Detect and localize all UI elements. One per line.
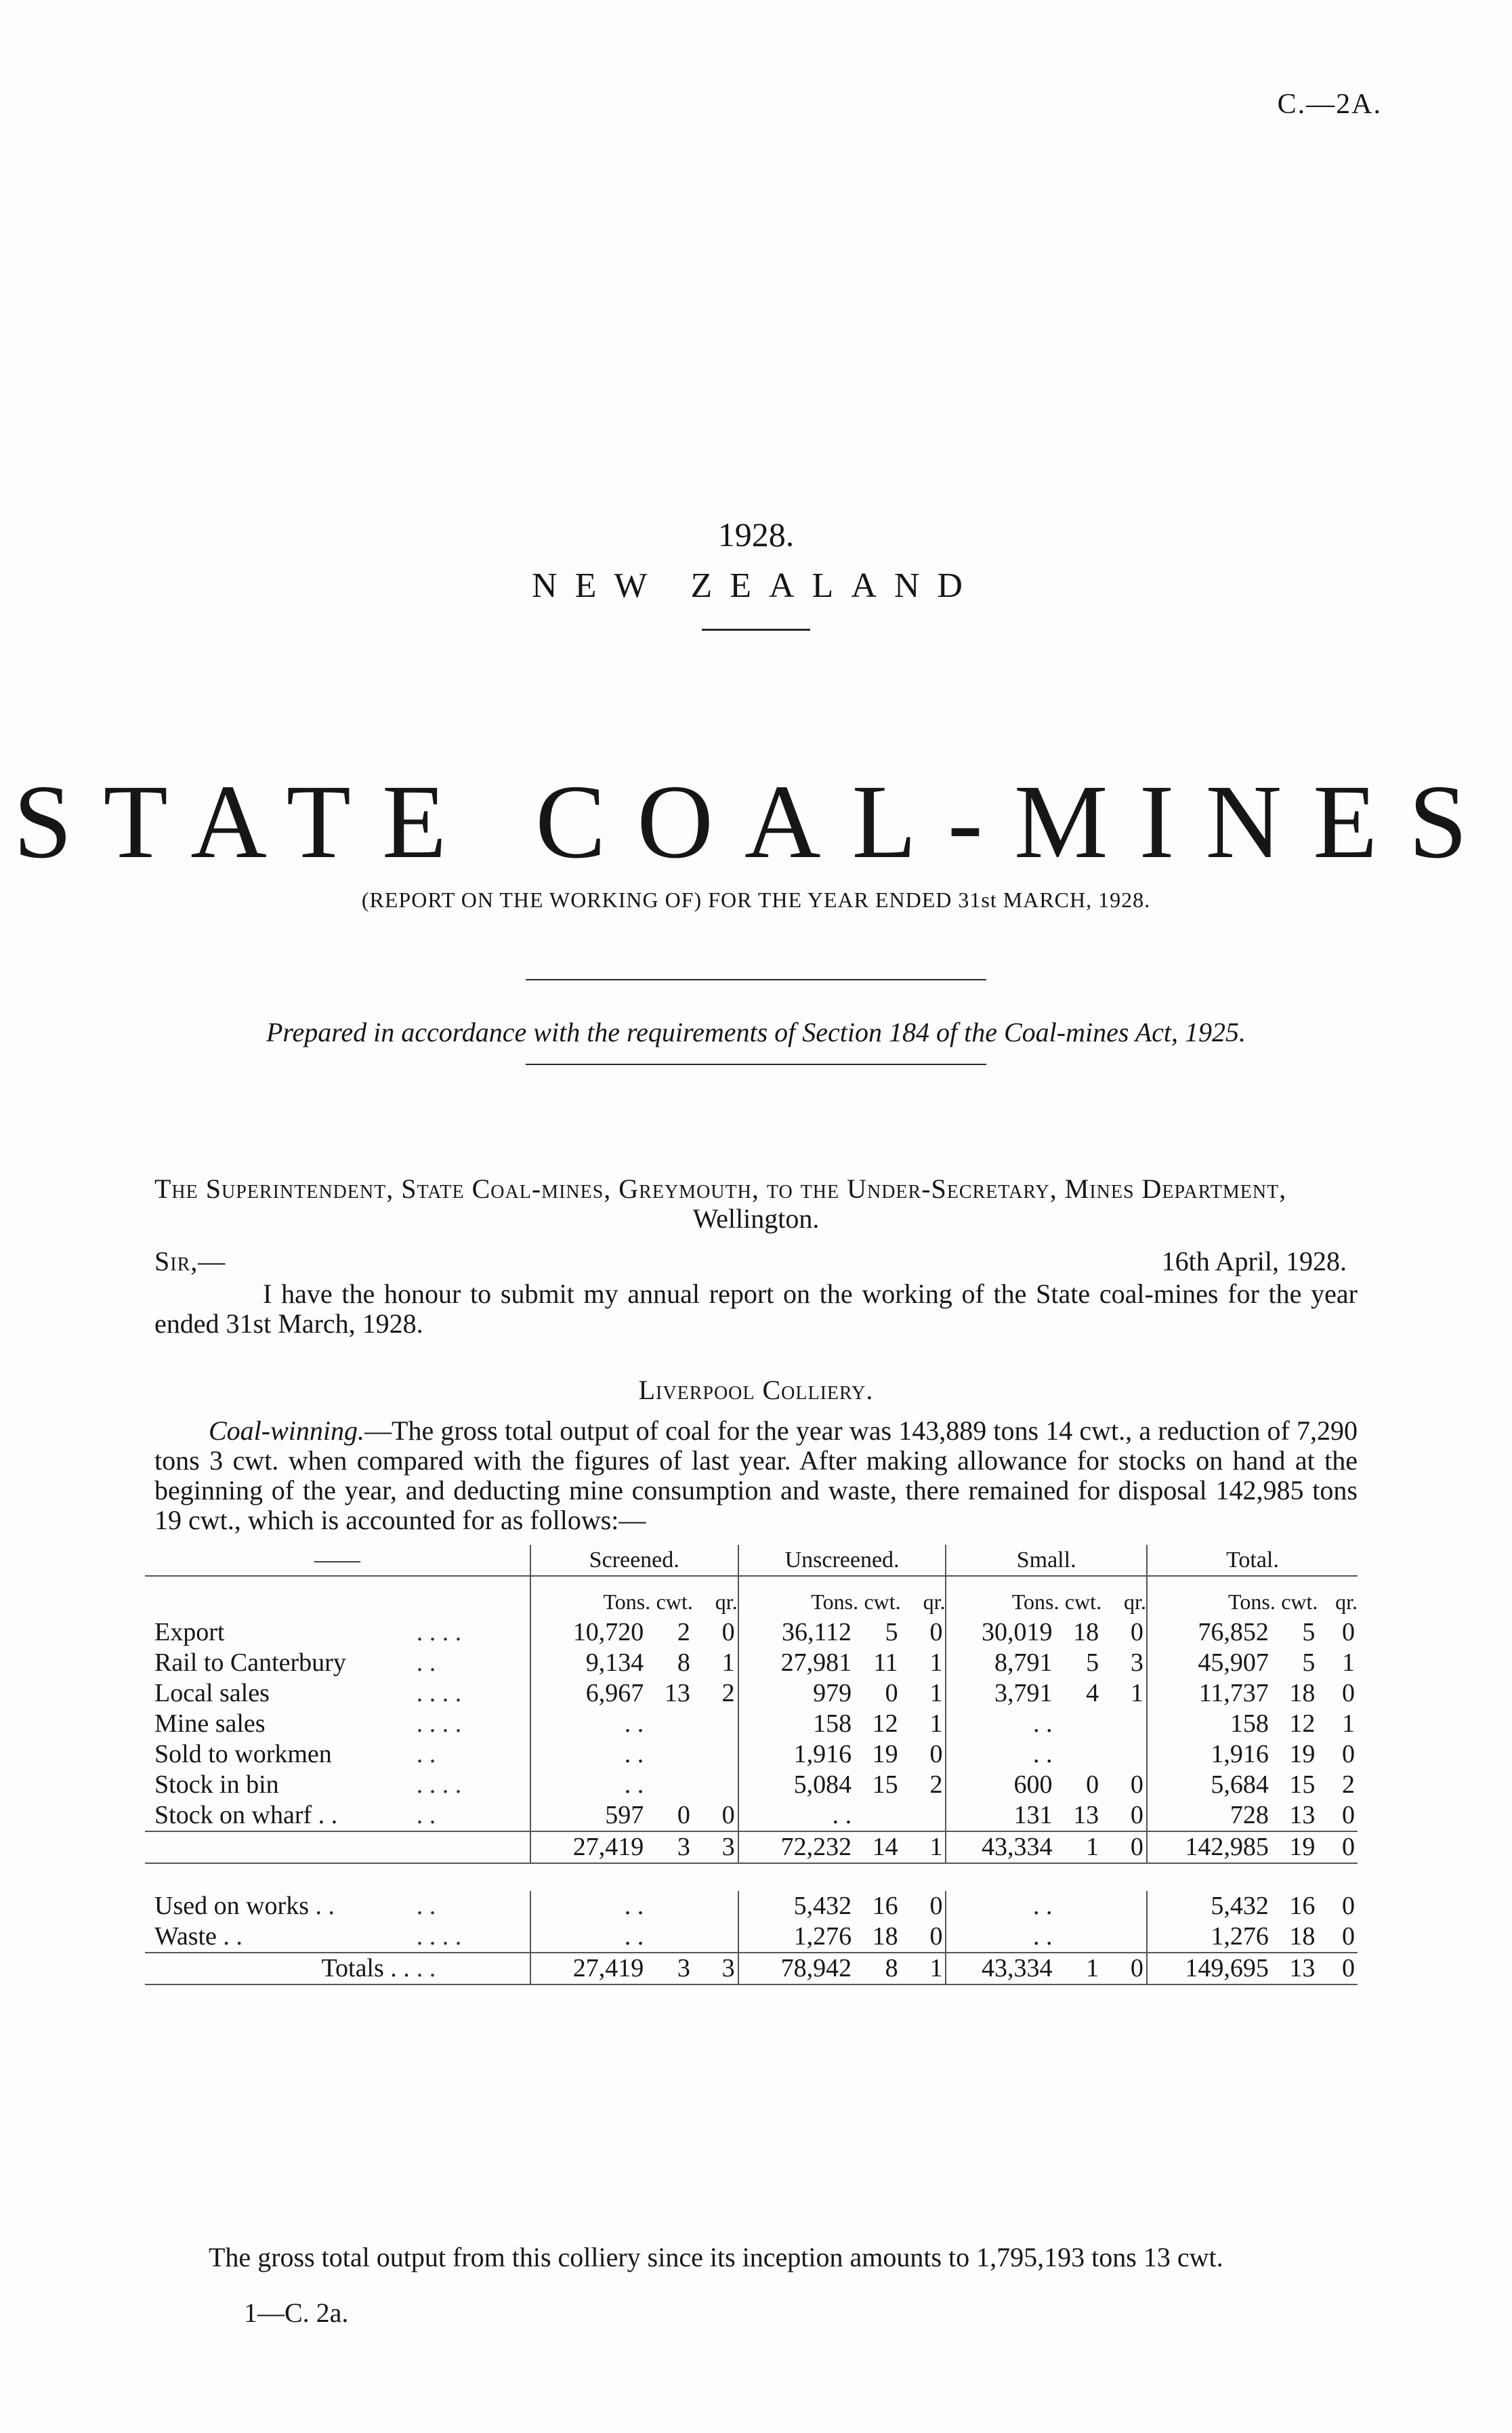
cell-value: 149,695: [1147, 1953, 1276, 1984]
cell-value: [1059, 1921, 1101, 1953]
unit-tons: Tons.: [738, 1576, 858, 1617]
address-city: Wellington.: [692, 1203, 820, 1234]
cell-value: 1: [929, 1648, 943, 1677]
leader-dots: . . . .: [416, 1679, 462, 1707]
header-unscreened: Unscreened.: [738, 1545, 946, 1576]
unit-tons: Tons.: [1147, 1576, 1276, 1617]
table-row: [145, 1648, 1358, 1678]
cell-value: [1101, 1709, 1147, 1739]
cell-value: 5: [1086, 1648, 1099, 1677]
unit-cwt: cwt.: [1276, 1576, 1318, 1617]
leader-dots: . .: [416, 1648, 436, 1677]
table-row: [145, 1770, 1358, 1800]
row-label: Stock on wharf . .: [154, 1801, 338, 1829]
cell-value: 14: [858, 1831, 901, 1863]
leader-dots: . .: [416, 1801, 436, 1829]
cell-value: 11: [873, 1648, 898, 1677]
cell-value: 27,419: [530, 1831, 650, 1863]
cell-value: [858, 1800, 901, 1831]
table-row: [145, 1739, 1358, 1770]
cell-value: 4: [1086, 1679, 1099, 1707]
cell-value: 5,432: [738, 1891, 858, 1921]
cell-value: 0: [721, 1801, 735, 1829]
cell-value: 13: [1289, 1801, 1316, 1829]
cell-value: [650, 1770, 693, 1800]
cell-value: 3: [693, 1953, 738, 1984]
cell-value: 1,916: [1147, 1739, 1276, 1770]
cell-value: 3,791: [946, 1678, 1059, 1709]
leader-dots: . .: [416, 1892, 436, 1920]
cell-value: 0: [1342, 1618, 1355, 1646]
cell-value: 0: [1342, 1892, 1355, 1920]
cell-value: 979: [738, 1678, 858, 1709]
table-header-row: [145, 1545, 1358, 1576]
cell-value: 1: [1342, 1648, 1355, 1677]
cell-value: 0: [929, 1740, 943, 1768]
cell-value: 19: [1276, 1831, 1318, 1863]
cell-value: [1059, 1739, 1101, 1770]
page-identifier: C.—2A.: [1277, 89, 1382, 120]
report-year: 1928.: [717, 516, 795, 554]
cell-value: 2: [1342, 1770, 1355, 1799]
cell-value: 158: [1147, 1709, 1276, 1739]
cell-value: 3: [650, 1831, 693, 1863]
table-row: [145, 1709, 1358, 1739]
coal-winning-lead: Coal-winning.: [209, 1415, 365, 1446]
cell-value: 5: [885, 1618, 898, 1646]
cell-value: [650, 1739, 693, 1770]
row-label: Export: [154, 1618, 225, 1646]
cell-value: 43,334: [946, 1831, 1059, 1863]
page-number: 1—C. 2a.: [244, 2297, 349, 2328]
cell-value: 13: [1073, 1801, 1099, 1829]
cell-value: 5,432: [1147, 1891, 1276, 1921]
cell-value: 18: [1073, 1618, 1099, 1646]
cell-value: 8: [677, 1648, 690, 1677]
leader-dots: . . . .: [416, 1922, 462, 1951]
cell-value: 1: [1059, 1953, 1101, 1984]
cell-value: [901, 1800, 946, 1831]
cell-value: [693, 1891, 738, 1921]
row-label: Local sales: [154, 1679, 270, 1707]
cell-value: 76,852: [1147, 1617, 1276, 1648]
cell-value: 158: [738, 1709, 858, 1739]
divider-short: [702, 629, 810, 631]
salutation: Sir,—: [154, 1246, 226, 1276]
cell-value: 11,737: [1147, 1678, 1276, 1709]
cell-value: . .: [946, 1891, 1059, 1921]
coal-winning-text: —The gross total output of coal for the year was 143,889 tons 14 cwt., a reduction of 7,290 tons 3 cwt. when compared with the figures of last year. After making allowance for stocks on hand at the beginning of the year, and deducting mine consumption and waste, there remained for disposal 142,985 tons 19 cwt., which is accounted for as follows:—: [154, 1415, 1358, 1535]
country-heading: NEW ZEALAND: [532, 566, 980, 605]
cell-value: [1101, 1891, 1147, 1921]
row-label: Sold to workmen: [154, 1740, 332, 1768]
cell-value: 13: [1276, 1953, 1318, 1984]
header-screened: Screened.: [530, 1545, 738, 1576]
letter-intro: I have the honour to submit my annual report on the working of the State coal-mines for the year ended 31st March, 1928.: [154, 1278, 1358, 1339]
cell-value: 1: [1342, 1709, 1355, 1738]
cell-value: 19: [1289, 1740, 1316, 1768]
cell-value: . .: [530, 1709, 650, 1739]
row-label: Totals . .: [145, 1953, 417, 1984]
cell-value: 0: [1318, 1953, 1358, 1984]
cell-value: 0: [1342, 1679, 1355, 1707]
cell-value: 2: [677, 1618, 690, 1646]
cell-value: 27,981: [738, 1648, 858, 1678]
unit-cwt: cwt.: [650, 1576, 693, 1617]
cell-value: 0: [1130, 1618, 1143, 1646]
address-line: [154, 1174, 1358, 1204]
cell-value: 0: [721, 1618, 735, 1646]
cell-value: [693, 1709, 738, 1739]
cell-value: 0: [1101, 1831, 1147, 1863]
units-row: [145, 1576, 1358, 1617]
leader-dots: . . . .: [416, 1709, 462, 1738]
cell-value: . .: [530, 1739, 650, 1770]
divider-upper: [526, 979, 986, 980]
address-text: The Superintendent, State Coal-mines, Greymouth, to the Under-Secretary, Mines Department,: [154, 1173, 1287, 1204]
section-heading: Liverpool Colliery.: [638, 1375, 874, 1405]
cell-value: 36,112: [738, 1617, 858, 1648]
row-label: Mine sales: [154, 1709, 266, 1738]
cell-value: 27,419: [530, 1953, 650, 1984]
cell-value: 1,916: [738, 1739, 858, 1770]
cell-value: 1: [901, 1831, 946, 1863]
header-small: Small.: [946, 1545, 1146, 1576]
cell-value: 600: [946, 1770, 1059, 1800]
cell-value: 1,276: [1147, 1921, 1276, 1953]
cell-value: 0: [885, 1679, 898, 1707]
leader-dots: . . . .: [416, 1770, 462, 1799]
cell-value: 5,684: [1147, 1770, 1276, 1800]
cell-value: 3: [693, 1831, 738, 1863]
leader-dots: . .: [417, 1953, 530, 1984]
cell-value: 15: [1289, 1770, 1316, 1799]
table-row: [145, 1891, 1358, 1921]
cell-value: 1: [1059, 1831, 1101, 1863]
table-row: [145, 1921, 1358, 1953]
cell-value: 18: [1289, 1679, 1316, 1707]
cell-value: . .: [530, 1921, 650, 1953]
cell-value: 597: [530, 1800, 650, 1831]
cell-value: 43,334: [946, 1953, 1059, 1984]
cell-value: 18: [872, 1922, 898, 1951]
cell-value: [650, 1921, 693, 1953]
cell-value: 728: [1147, 1800, 1276, 1831]
row-label: Rail to Canterbury: [154, 1648, 346, 1677]
leader-dots: . . . .: [416, 1618, 462, 1646]
totals-row: [145, 1953, 1358, 1984]
report-subtitle: (REPORT ON THE WORKING OF) FOR THE YEAR ENDED 31st MARCH, 1928.: [361, 888, 1151, 912]
cell-value: [1059, 1891, 1101, 1921]
cell-value: 5: [1302, 1648, 1316, 1677]
divider-lower: [526, 1064, 986, 1065]
cell-value: . .: [738, 1800, 858, 1831]
cell-value: [1101, 1921, 1147, 1953]
cell-value: 18: [1289, 1922, 1316, 1951]
subtotal-row: [145, 1831, 1358, 1863]
unit-tons: Tons.: [946, 1576, 1059, 1617]
cell-value: 0: [1086, 1770, 1099, 1799]
cell-value: 6,967: [530, 1678, 650, 1709]
cell-value: 5: [1302, 1618, 1316, 1646]
cell-value: 16: [1289, 1892, 1316, 1920]
cell-value: . .: [946, 1739, 1059, 1770]
cell-value: 8: [858, 1953, 901, 1984]
table-row: [145, 1617, 1358, 1648]
cell-value: 15: [872, 1770, 898, 1799]
unit-cwt: cwt.: [1059, 1576, 1101, 1617]
cell-value: 10,720: [530, 1617, 650, 1648]
cell-value: 2: [721, 1679, 735, 1707]
cell-value: 1: [901, 1953, 946, 1984]
unit-qr: qr.: [901, 1576, 946, 1617]
cell-value: . .: [530, 1770, 650, 1800]
cell-value: 45,907: [1147, 1648, 1276, 1678]
unit-tons: Tons.: [530, 1576, 650, 1617]
cell-value: 2: [929, 1770, 943, 1799]
cell-value: [650, 1709, 693, 1739]
page-title: STATE COAL-MINES: [13, 763, 1499, 880]
row-label: Waste . .: [154, 1922, 243, 1951]
cell-value: [693, 1921, 738, 1953]
header-dash: ——: [314, 1547, 360, 1573]
leader-dots: . .: [416, 1740, 436, 1768]
cell-value: 5,084: [738, 1770, 858, 1800]
table-row: [145, 1800, 1358, 1831]
cell-value: . .: [946, 1709, 1059, 1739]
cell-value: [650, 1891, 693, 1921]
cell-value: 3: [1130, 1648, 1143, 1677]
unit-qr: qr.: [1101, 1576, 1147, 1617]
cell-value: 13: [664, 1679, 690, 1707]
unit-qr: qr.: [1318, 1576, 1358, 1617]
cell-value: 1: [721, 1648, 735, 1677]
cell-value: 0: [929, 1892, 943, 1920]
prepared-note: Prepared in accordance with the requirements of Section 184 of the Coal-mines Act, 1925.: [266, 1017, 1246, 1047]
cell-value: . .: [946, 1921, 1059, 1953]
unit-cwt: cwt.: [858, 1576, 901, 1617]
cell-value: 1: [929, 1709, 943, 1738]
cell-value: 19: [872, 1740, 898, 1768]
cell-value: 1: [1130, 1679, 1143, 1707]
row-label: Stock in bin: [154, 1770, 279, 1799]
spacer-row: [145, 1863, 1358, 1891]
cell-value: 0: [1342, 1801, 1355, 1829]
cell-value: 12: [1289, 1709, 1316, 1738]
cell-value: 0: [1130, 1801, 1143, 1829]
cell-value: 142,985: [1147, 1831, 1276, 1863]
cell-value: 131: [946, 1800, 1059, 1831]
cell-value: 0: [1318, 1831, 1358, 1863]
cell-value: 8,791: [946, 1648, 1059, 1678]
cell-value: 0: [1101, 1953, 1147, 1984]
cell-value: 30,019: [946, 1617, 1059, 1648]
cell-value: 78,942: [738, 1953, 858, 1984]
cell-value: 0: [929, 1618, 943, 1646]
cell-value: 72,232: [738, 1831, 858, 1863]
table-row: [145, 1678, 1358, 1709]
cell-value: 16: [872, 1892, 898, 1920]
cell-value: 1,276: [738, 1921, 858, 1953]
cumulative-output: The gross total output from this colliery since its inception amounts to 1,795,193 tons 13 cwt.: [209, 2242, 1223, 2272]
letter-date: 16th April, 1928.: [1161, 1246, 1347, 1276]
row-label: Used on works . .: [154, 1892, 335, 1920]
coal-winning-paragraph: [154, 1416, 1358, 1535]
cell-value: 9,134: [530, 1648, 650, 1678]
cell-value: 3: [650, 1953, 693, 1984]
cell-value: 0: [1342, 1740, 1355, 1768]
cell-value: 1: [929, 1679, 943, 1707]
cell-value: [693, 1739, 738, 1770]
cell-value: [1101, 1739, 1147, 1770]
cell-value: [693, 1770, 738, 1800]
header-total: Total.: [1147, 1545, 1358, 1576]
cell-value: . .: [530, 1891, 650, 1921]
coal-disposal-table: [145, 1545, 1358, 1985]
cell-value: 0: [1342, 1922, 1355, 1951]
unit-qr: qr.: [693, 1576, 738, 1617]
cell-value: 12: [872, 1709, 898, 1738]
cell-value: 0: [677, 1801, 690, 1829]
cell-value: 0: [929, 1922, 943, 1951]
cell-value: 0: [1130, 1770, 1143, 1799]
cell-value: [1059, 1709, 1101, 1739]
